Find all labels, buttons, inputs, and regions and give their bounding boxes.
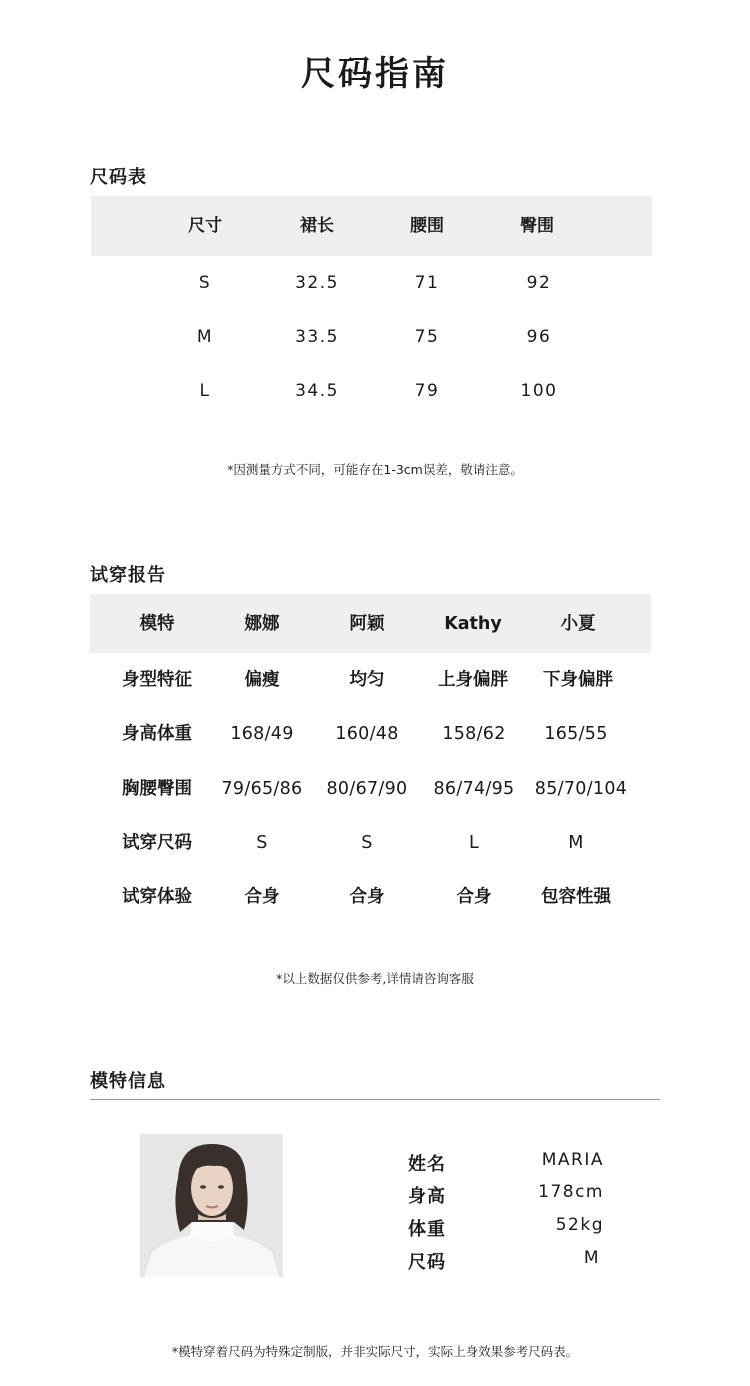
model-info-value: 52kg [555, 1215, 604, 1235]
size-chart-header-cell: 裙长 [300, 216, 334, 236]
model-info-value: MARIA [541, 1150, 604, 1170]
fit-report-header-row [90, 594, 651, 653]
table-cell: 165/55 [544, 724, 608, 745]
table-cell: 包容性强 [541, 887, 611, 908]
row-label: 胸腰臀围 [122, 778, 192, 799]
model-info-value: 178cm [538, 1182, 604, 1202]
table-row [91, 256, 652, 310]
model-info-row [408, 1248, 604, 1274]
size-chart-table [91, 196, 652, 418]
table-cell: M [196, 327, 214, 347]
table-cell: 168/49 [230, 724, 294, 745]
model-photo [140, 1134, 283, 1277]
model-info-row [408, 1182, 604, 1208]
fit-report-header-cell: 小夏 [560, 613, 596, 634]
table-cell: L [468, 833, 480, 854]
table-cell: 均匀 [349, 670, 385, 691]
table-cell: 合身 [456, 887, 492, 908]
model-info-value: M [583, 1248, 600, 1268]
fit-report-header-cell: 模特 [139, 613, 175, 634]
section-divider [90, 1099, 660, 1100]
table-cell: 80/67/90 [326, 778, 408, 799]
model-info-label: 体重 [408, 1219, 446, 1240]
table-row [90, 653, 651, 707]
table-cell: 下身偏胖 [543, 670, 613, 691]
table-cell: 85/70/104 [534, 778, 628, 799]
table-cell: 160/48 [335, 724, 399, 745]
row-label: 试穿体验 [122, 887, 192, 908]
table-row [90, 870, 651, 924]
fit-report-table [90, 594, 651, 924]
model-info-title: 模特信息 [90, 1071, 166, 1092]
model-info-label: 姓名 [408, 1154, 446, 1175]
table-cell: 75 [414, 327, 440, 347]
size-chart-title: 尺码表 [90, 167, 147, 188]
fit-report-header-cell: 阿颖 [349, 613, 385, 634]
fit-report-header-cell: 娜娜 [244, 613, 280, 634]
table-cell: 79 [414, 381, 440, 401]
table-cell: S [361, 833, 373, 854]
table-cell: 100 [520, 381, 558, 401]
table-cell: L [199, 381, 211, 401]
fit-report-note: *以上数据仅供参考,详情请咨询客服 [276, 971, 474, 986]
table-row [90, 762, 651, 816]
table-cell: M [568, 833, 584, 854]
table-cell: 92 [526, 273, 552, 293]
table-cell: 32.5 [295, 273, 339, 293]
size-chart-header-row [91, 196, 652, 256]
table-cell: 上身偏胖 [438, 670, 508, 691]
table-cell: 79/65/86 [221, 778, 303, 799]
table-cell: 158/62 [442, 724, 506, 745]
table-cell: S [256, 833, 268, 854]
table-cell: 偏瘦 [244, 670, 280, 691]
table-cell: 71 [414, 273, 440, 293]
table-row [91, 364, 652, 418]
table-cell: 86/74/95 [433, 778, 515, 799]
page-title: 尺码指南 [301, 54, 449, 94]
size-chart-header-cell: 尺寸 [188, 216, 222, 236]
model-info-row [408, 1150, 604, 1176]
table-cell: 34.5 [295, 381, 339, 401]
row-label: 身高体重 [122, 724, 192, 745]
model-info-label: 身高 [408, 1186, 446, 1207]
table-row [90, 707, 651, 761]
model-info-note: *模特穿着尺码为特殊定制版，并非实际尺寸，实际上身效果参考尺码表。 [171, 1344, 579, 1359]
row-label: 试穿尺码 [122, 833, 192, 854]
table-cell: 合身 [244, 887, 280, 908]
table-cell: 合身 [349, 887, 385, 908]
table-cell: 33.5 [295, 327, 339, 347]
table-cell: 96 [526, 327, 552, 347]
size-chart-header-cell: 腰围 [410, 216, 444, 236]
size-chart-note: *因测量方式不同，可能存在1-3cm误差，敬请注意。 [227, 462, 523, 477]
table-row [91, 310, 652, 364]
row-label: 身型特征 [122, 670, 192, 691]
table-cell: S [198, 273, 212, 293]
size-chart-header-cell: 臀围 [520, 216, 554, 236]
table-row [90, 816, 651, 870]
model-info-row [408, 1215, 604, 1241]
fit-report-title: 试穿报告 [90, 565, 166, 586]
model-info-label: 尺码 [408, 1252, 446, 1273]
fit-report-header-cell: Kathy [444, 613, 502, 634]
